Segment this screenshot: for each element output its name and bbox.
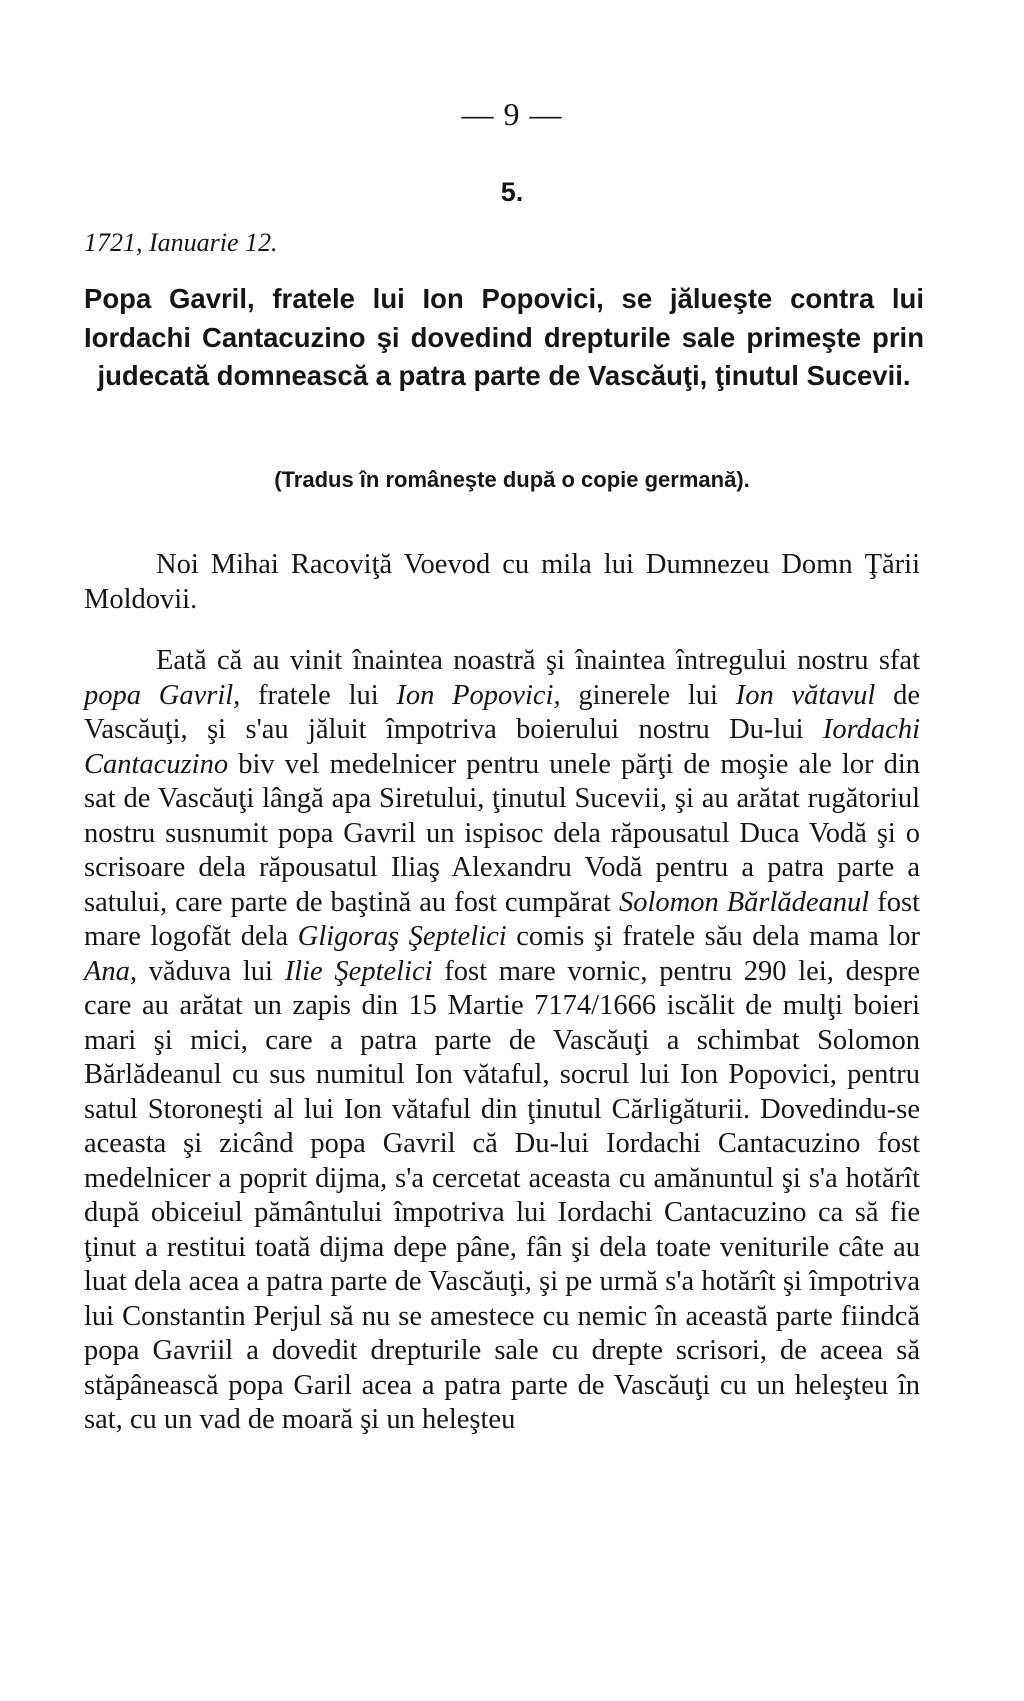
page-number: — 9 — <box>461 96 563 132</box>
text-segment: biv vel medelnicer pentru unele părţi de moşie ale lor din sat de Vascăuţi lângă apa Siretului, ţinutul Sucevii, şi au arătat rugătoriul nostru susnumit popa Gavril un ispisoc dela răpousatul Duca Vodă şi o scrisoare dela răpousatul Iliaş Alexandru Vodă pentru a patra parte a satului, care parte de baştină au fost cumpărat <box>84 748 920 918</box>
text-segment: văduva lui <box>137 955 285 987</box>
document-date: 1721, Ianuarie 12. <box>84 228 278 257</box>
text-segment: fost mare logofăt dela <box>84 886 921 952</box>
intro-paragraph: Noi Mihai Racoviţă Voevod cu mila lui Dumnezeu Domn Ţării Moldovii. <box>84 549 920 615</box>
document-body <box>84 548 920 1438</box>
person-name: Ion vătavul <box>735 679 876 711</box>
text-segment: comis şi fratele său dela mama lor <box>506 921 920 952</box>
document-number: 5. <box>500 177 524 207</box>
main-paragraph <box>84 644 920 1438</box>
person-name: Ana, <box>84 955 138 987</box>
person-name: Solomon Bărlădeanul <box>618 886 870 918</box>
text-segment: de Vascăuţi, şi s'au jăluit împotriva boierului nostru Du-lui <box>84 679 920 745</box>
person-name: popa Gavril, <box>84 679 241 711</box>
person-name: Iordachi Cantacuzino <box>84 714 920 780</box>
text-segment: fratele lui <box>240 679 397 711</box>
text-segment: ginerele lui <box>560 679 736 711</box>
person-name: Ilie Şeptelici <box>284 955 433 987</box>
person-name: Gligoraş Şeptelici <box>297 921 507 952</box>
text-segment: fost mare vornic, pentru 290 lei, despre care au arătat un zapis din 15 Martie 7174/1666 iscălit de mulţi boieri mari şi mici, care a patra parte de Vascăuţi a schimbat Solomon Bărlădeanul cu sus numitul Ion vătaful, socrul lui Ion Popovici, pentru satul Storoneşti al lui Ion vătaful din ţinutul Cărligăturii. Dovedindu-se aceasta şi zicând popa Gavril că Du-lui Iordachi Cantacuzino fost medelnicer a poprit dijma, s'a cercetat aceasta cu amănuntul şi s'a hotărît după obiceiul pământului împotriva lui Iordachi Cantacuzino ca să fie ţinut a restitui toată dijma depe pâne, fân şi dela toate veniturile câte au luat dela acea a patra parte de Vascăuţi, şi pe urmă s'a hotărît şi împotriva lui Constantin Perjul să nu se amestece cu nemic în această parte fiindcă popa Gavriil a dovedit drepturile sale cu drepte scrisori, de aceea să stăpânească popa Garil acea a patra parte de Vascăuţi cu un heleşteu în sat, cu un vad de moară şi un heleşteu <box>84 955 920 1435</box>
document-summary: Popa Gavril, fratele lui Ion Popovici, se jălueşte contra lui Iordachi Cantacuzino şi dovedind drepturile sale primeşte prin judecată domnească a patra parte de Vascăuţi, ţinutul Sucevii. <box>84 283 924 391</box>
translation-note: (Tradus în româneşte după o copie germană). <box>274 467 750 492</box>
text-segment: Eată că au vinit înaintea noastră şi înaintea întregului nostru sfat <box>156 645 920 676</box>
person-name: Ion Popovici, <box>396 679 561 711</box>
